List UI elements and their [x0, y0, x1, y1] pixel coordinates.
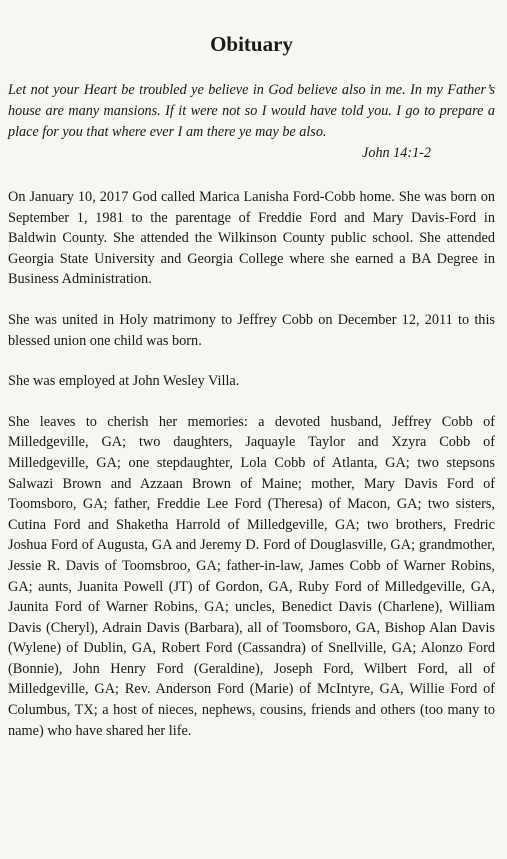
paragraph-marriage: She was united in Holy matrimony to Jeffrey Cobb on December 12, 2011 to this blessed union one child was born. [8, 311, 495, 349]
scripture-verse: Let not your Heart be troubled ye believe in God believe also in me. In my Father’s house are many mansions. If it were not so I would have told you. I go to prepare a place for you that where ever I am there ye may be also. [8, 82, 495, 140]
page-title: Obituary [210, 32, 293, 56]
scripture-citation: John 14:1-2 [362, 145, 431, 161]
paragraph-biography: On January 10, 2017 God called Marica Lanisha Ford-Cobb home. She was born on September 1, 1981 to the parentage of Freddie Ford and Mary Davis-Ford in Baldwin County. She attended the Wilkinson County public school. She attended Georgia State University and Georgia College where she earned a BA Degree in Business Administration. [8, 189, 495, 288]
paragraph-survivors: She leaves to cherish her memories: a devoted husband, Jeffrey Cobb of Milledgeville, GA; two daughters, Jaquayle Taylor and Xzyra Cobb of Milledgeville, GA; one stepdaughter, Lola Cobb of Atlanta, GA; two stepsons Salwazi Brown and Azzaan Brown of Maine; mother, Mary Davis Ford of Toomsboro, GA; father, Freddie Lee Ford (Theresa) of Macon, GA; two sisters, Cutina Ford and Shaketha Harrold of Milledgeville, GA; two brothers, Fredric Joshua Ford of Augusta, GA and Jeremy D. Ford of Douglasville, GA; grandmother, Jessie R. Davis of Toomsbroo, GA; father-in-law, James Cobb of Warner Robins, GA; aunts, Juanita Powell (JT) of Gordon, GA, Ruby Ford of Milledgeville, GA, Jaunita Ford of Warner Robins, GA; uncles, Benedict Davis (Charlene), William Davis (Cheryl), Adrain Davis (Barbara), all of Toomsboro, GA, Bishop Alan Davis (Wylene) of Dublin, GA, Robert Ford (Cassandra) of Snellville, GA; Alonzo Ford (Bonnie), John Henry Ford (Geraldine), Joseph Ford, Wilbert Ford, all of Milledgeville, GA; Rev. Anderson Ford (Marie) of McIntyre, GA, Willie Ford of Columbus, TX; a host of nieces, nephews, cousins, friends and others (too many to name) who have shared her life. [8, 413, 495, 739]
paragraph-employment: She was employed at John Wesley Villa. [8, 373, 240, 390]
